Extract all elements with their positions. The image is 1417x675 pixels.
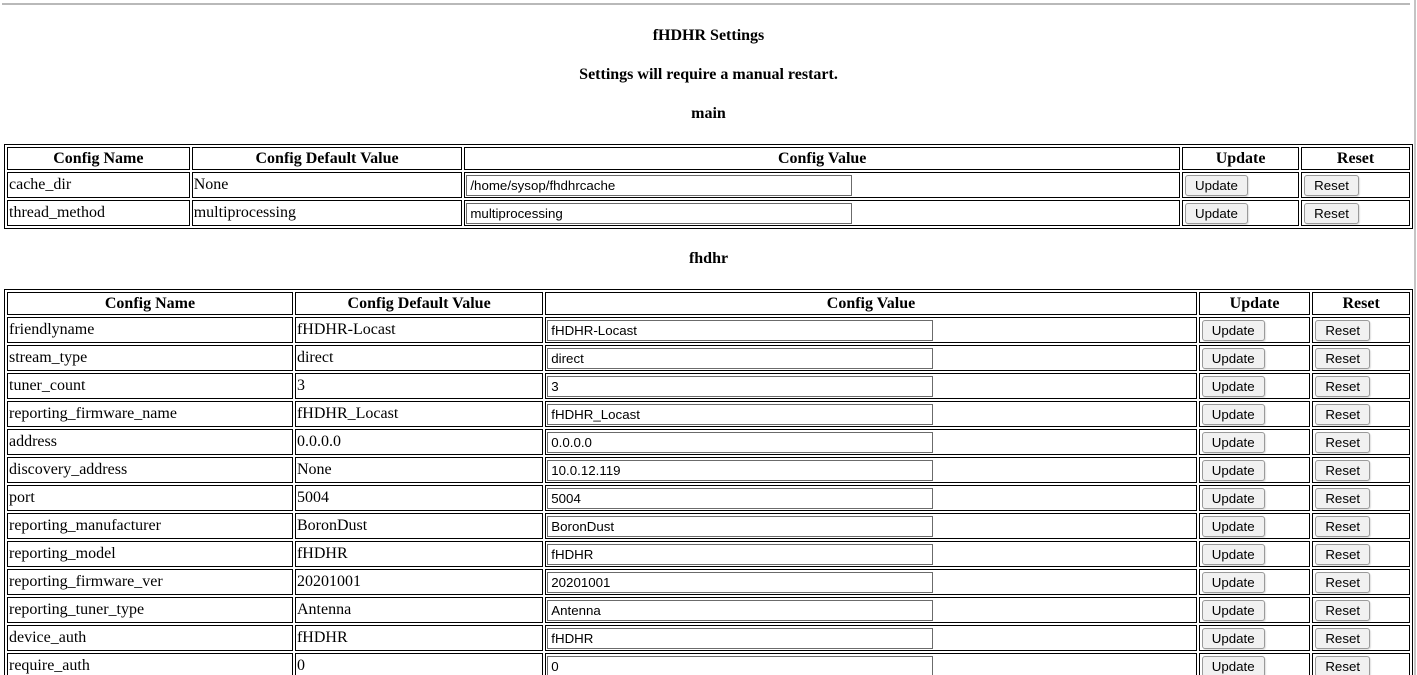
update-cell [1199, 485, 1311, 511]
restart-notice: Settings will require a manual restart. [579, 66, 838, 83]
config-default-value-cell: fHDHR [295, 541, 543, 567]
reset-button[interactable]: Reset [1315, 656, 1370, 675]
reset-cell [1312, 485, 1410, 511]
config-value-input[interactable] [547, 600, 933, 621]
config-default-value-cell: 0 [295, 653, 543, 675]
config-name-cell: reporting_firmware_name [7, 401, 293, 427]
config-default-value-cell: 3 [295, 373, 543, 399]
col-header-config-name: Config Name [7, 292, 293, 315]
config-value-cell [545, 569, 1196, 595]
config-name-cell: reporting_firmware_ver [7, 569, 293, 595]
reset-button[interactable]: Reset [1315, 376, 1370, 397]
reset-button[interactable]: Reset [1315, 320, 1370, 341]
section-title-main: main [691, 105, 726, 122]
col-header-reset: Reset [1312, 292, 1410, 315]
config-value-cell [545, 597, 1196, 623]
reset-cell [1312, 569, 1410, 595]
config-row [7, 457, 1410, 483]
config-name-cell: discovery_address [7, 457, 293, 483]
config-name-cell: reporting_manufacturer [7, 513, 293, 539]
config-default-value-cell: fHDHR-Locast [295, 317, 543, 343]
update-button[interactable]: Update [1202, 488, 1265, 509]
reset-cell [1312, 317, 1410, 343]
config-value-input[interactable] [547, 432, 933, 453]
config-name-cell: tuner_count [7, 373, 293, 399]
update-cell [1199, 625, 1311, 651]
update-cell [1199, 513, 1311, 539]
update-cell [1182, 200, 1299, 226]
config-row [7, 653, 1410, 675]
update-button[interactable]: Update [1202, 600, 1265, 621]
reset-button[interactable]: Reset [1304, 203, 1359, 224]
config-name-cell: require_auth [7, 653, 293, 675]
update-button[interactable]: Update [1202, 404, 1265, 425]
reset-button[interactable]: Reset [1315, 432, 1370, 453]
config-value-input[interactable] [547, 460, 933, 481]
config-value-input[interactable] [547, 348, 933, 369]
config-name-cell: reporting_tuner_type [7, 597, 293, 623]
config-name-cell: reporting_model [7, 541, 293, 567]
config-default-value-cell: 0.0.0.0 [295, 429, 543, 455]
config-value-cell [545, 373, 1196, 399]
config-default-value-cell: fHDHR_Locast [295, 401, 543, 427]
update-cell [1199, 373, 1311, 399]
update-cell [1199, 653, 1311, 675]
config-value-cell [545, 625, 1196, 651]
reset-button[interactable]: Reset [1315, 348, 1370, 369]
update-cell [1199, 457, 1311, 483]
config-name-cell: friendlyname [7, 317, 293, 343]
update-button[interactable]: Update [1202, 376, 1265, 397]
update-button[interactable]: Update [1202, 628, 1265, 649]
reset-button[interactable]: Reset [1315, 488, 1370, 509]
update-button[interactable]: Update [1202, 320, 1265, 341]
config-value-cell [545, 653, 1196, 675]
config-value-input[interactable] [547, 544, 933, 565]
config-row [7, 317, 1410, 343]
config-row [7, 172, 1410, 198]
config-row [7, 345, 1410, 371]
update-cell [1199, 597, 1311, 623]
update-cell [1199, 569, 1311, 595]
reset-button[interactable]: Reset [1315, 460, 1370, 481]
config-name-cell: stream_type [7, 345, 293, 371]
config-value-cell [545, 485, 1196, 511]
reset-cell [1312, 401, 1410, 427]
reset-button[interactable]: Reset [1315, 516, 1370, 537]
config-row [7, 625, 1410, 651]
config-value-input[interactable] [466, 175, 852, 196]
reset-cell [1301, 172, 1410, 198]
config-default-value-cell: direct [295, 345, 543, 371]
config-default-value-cell: 5004 [295, 485, 543, 511]
config-value-input[interactable] [547, 516, 933, 537]
config-default-value-cell: Antenna [295, 597, 543, 623]
window-top-edge [2, 3, 1410, 5]
col-header-config-default-value: Config Default Value [295, 292, 543, 315]
reset-cell [1312, 625, 1410, 651]
config-value-input[interactable] [547, 488, 933, 509]
update-cell [1199, 429, 1311, 455]
update-button[interactable]: Update [1202, 432, 1265, 453]
config-row [7, 541, 1410, 567]
reset-cell [1312, 597, 1410, 623]
reset-button[interactable]: Reset [1315, 572, 1370, 593]
config-value-input[interactable] [547, 404, 933, 425]
config-name-cell: port [7, 485, 293, 511]
update-button[interactable]: Update [1202, 460, 1265, 481]
reset-cell [1312, 541, 1410, 567]
config-row [7, 200, 1410, 226]
update-button[interactable]: Update [1185, 203, 1248, 224]
reset-button[interactable]: Reset [1315, 544, 1370, 565]
col-header-config-value: Config Value [464, 147, 1180, 170]
update-button[interactable]: Update [1185, 175, 1248, 196]
update-cell [1182, 172, 1299, 198]
col-header-config-default-value: Config Default Value [192, 147, 463, 170]
reset-cell [1312, 457, 1410, 483]
config-default-value-cell: fHDHR [295, 625, 543, 651]
config-name-cell: thread_method [7, 200, 190, 226]
config-value-input[interactable] [547, 572, 933, 593]
config-value-input[interactable] [547, 320, 933, 341]
reset-cell [1312, 373, 1410, 399]
config-default-value-cell: multiprocessing [192, 200, 463, 226]
reset-cell [1312, 429, 1410, 455]
reset-button[interactable]: Reset [1315, 600, 1370, 621]
window-right-edge [1414, 0, 1416, 675]
config-table-fhdhr-header [7, 292, 1410, 315]
config-row [7, 401, 1410, 427]
config-table-fhdhr-body [7, 317, 1410, 675]
config-value-cell [545, 401, 1196, 427]
update-button[interactable]: Update [1202, 516, 1265, 537]
config-value-cell [464, 172, 1180, 198]
config-default-value-cell: 20201001 [295, 569, 543, 595]
reset-button[interactable]: Reset [1315, 628, 1370, 649]
update-button[interactable]: Update [1202, 348, 1265, 369]
config-row [7, 569, 1410, 595]
update-button[interactable]: Update [1202, 572, 1265, 593]
config-table-main [4, 144, 1413, 229]
config-row [7, 513, 1410, 539]
reset-cell [1312, 513, 1410, 539]
col-header-config-name: Config Name [7, 147, 190, 170]
col-header-reset: Reset [1301, 147, 1410, 170]
update-button[interactable]: Update [1202, 544, 1265, 565]
col-header-update: Update [1199, 292, 1311, 315]
config-value-cell [545, 541, 1196, 567]
config-value-input[interactable] [466, 203, 852, 224]
config-row [7, 485, 1410, 511]
config-value-cell [545, 429, 1196, 455]
config-value-input[interactable] [547, 656, 933, 675]
reset-cell [1312, 653, 1410, 675]
header-row [7, 292, 1410, 315]
config-default-value-cell: None [295, 457, 543, 483]
reset-button[interactable]: Reset [1304, 175, 1359, 196]
config-row [7, 429, 1410, 455]
section-title-fhdhr: fhdhr [688, 250, 729, 267]
config-value-cell [545, 457, 1196, 483]
config-name-cell: device_auth [7, 625, 293, 651]
config-table-fhdhr [4, 289, 1413, 675]
config-table-main-header [7, 147, 1410, 170]
reset-cell [1312, 345, 1410, 371]
update-cell [1199, 345, 1311, 371]
config-row [7, 597, 1410, 623]
config-value-input[interactable] [547, 628, 933, 649]
header-row [7, 147, 1410, 170]
config-value-cell [545, 513, 1196, 539]
config-default-value-cell: None [192, 172, 463, 198]
config-table-main-body [7, 172, 1410, 226]
col-header-config-value: Config Value [545, 292, 1196, 315]
config-value-cell [545, 317, 1196, 343]
config-value-cell [545, 345, 1196, 371]
reset-button[interactable]: Reset [1315, 404, 1370, 425]
update-button[interactable]: Update [1202, 656, 1265, 675]
col-header-update: Update [1182, 147, 1299, 170]
update-cell [1199, 317, 1311, 343]
config-name-cell: address [7, 429, 293, 455]
update-cell [1199, 401, 1311, 427]
config-default-value-cell: BoronDust [295, 513, 543, 539]
config-value-input[interactable] [547, 376, 933, 397]
reset-cell [1301, 200, 1410, 226]
config-name-cell: cache_dir [7, 172, 190, 198]
config-value-cell [464, 200, 1180, 226]
page-title: fHDHR Settings [652, 27, 765, 44]
config-row [7, 373, 1410, 399]
update-cell [1199, 541, 1311, 567]
